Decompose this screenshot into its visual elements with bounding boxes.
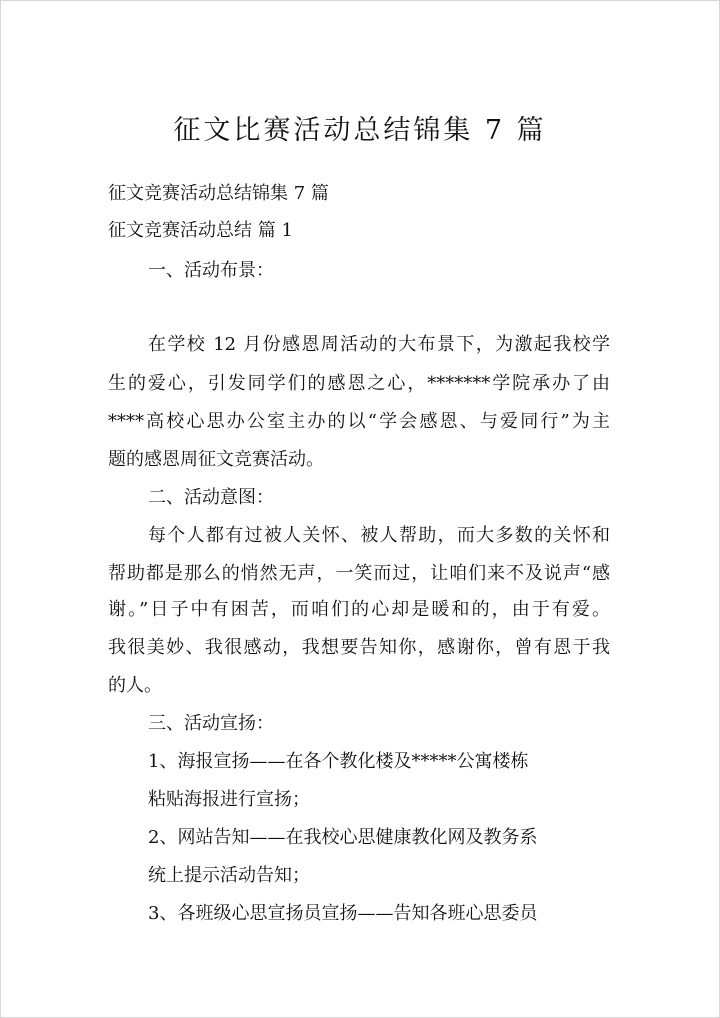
paragraph-line: 每个人都有过被人关怀、被人帮助，而大多数的关怀和: [148, 525, 610, 546]
document-subtitle: 征文竞赛活动总结锦集 7 篇: [108, 183, 329, 204]
paragraph-line: 谢。”日子中有困苦，而咱们的心却是暖和的，由于有爱。: [108, 599, 610, 620]
section-heading-purpose: 二、活动意图：: [148, 487, 274, 508]
document-title: 征文比赛活动总结锦集 7 篇: [173, 115, 547, 146]
paragraph-line: 的人。: [108, 675, 162, 696]
section-heading-promotion: 三、活动宣扬：: [148, 713, 274, 734]
paragraph-line: ****高校心思办公室主办的以“学会感恩、与爱同行”为主: [108, 411, 610, 432]
article-heading: 征文竞赛活动总结 篇 1: [108, 220, 293, 241]
list-item: 3、各班级心思宣扬员宣扬——告知各班心思委员: [148, 903, 538, 924]
paragraph-line: 我很美妙、我很感动，我想要告知你，感谢你，曾有恩于我: [108, 637, 610, 658]
list-item: 粘贴海报进行宣扬；: [148, 789, 310, 810]
paragraph-line: 题的感恩周征文竞赛活动。: [108, 449, 324, 470]
list-item: 2、网站告知——在我校心思健康教化网及教务系: [148, 827, 538, 848]
section-heading-background: 一、活动布景：: [148, 260, 274, 281]
list-item: 1、海报宣扬——在各个教化楼及*****公寓楼栋: [148, 751, 529, 772]
paragraph-line: 生的爱心，引发同学们的感恩之心，*******学院承办了由: [108, 373, 610, 394]
list-item: 统上提示活动告知；: [148, 865, 310, 886]
paragraph-line: 在学校 12 月份感恩周活动的大布景下，为激起我校学: [148, 334, 610, 355]
paragraph-line: 帮助都是那么的悄然无声，一笑而过，让咱们来不及说声“感: [108, 563, 610, 584]
